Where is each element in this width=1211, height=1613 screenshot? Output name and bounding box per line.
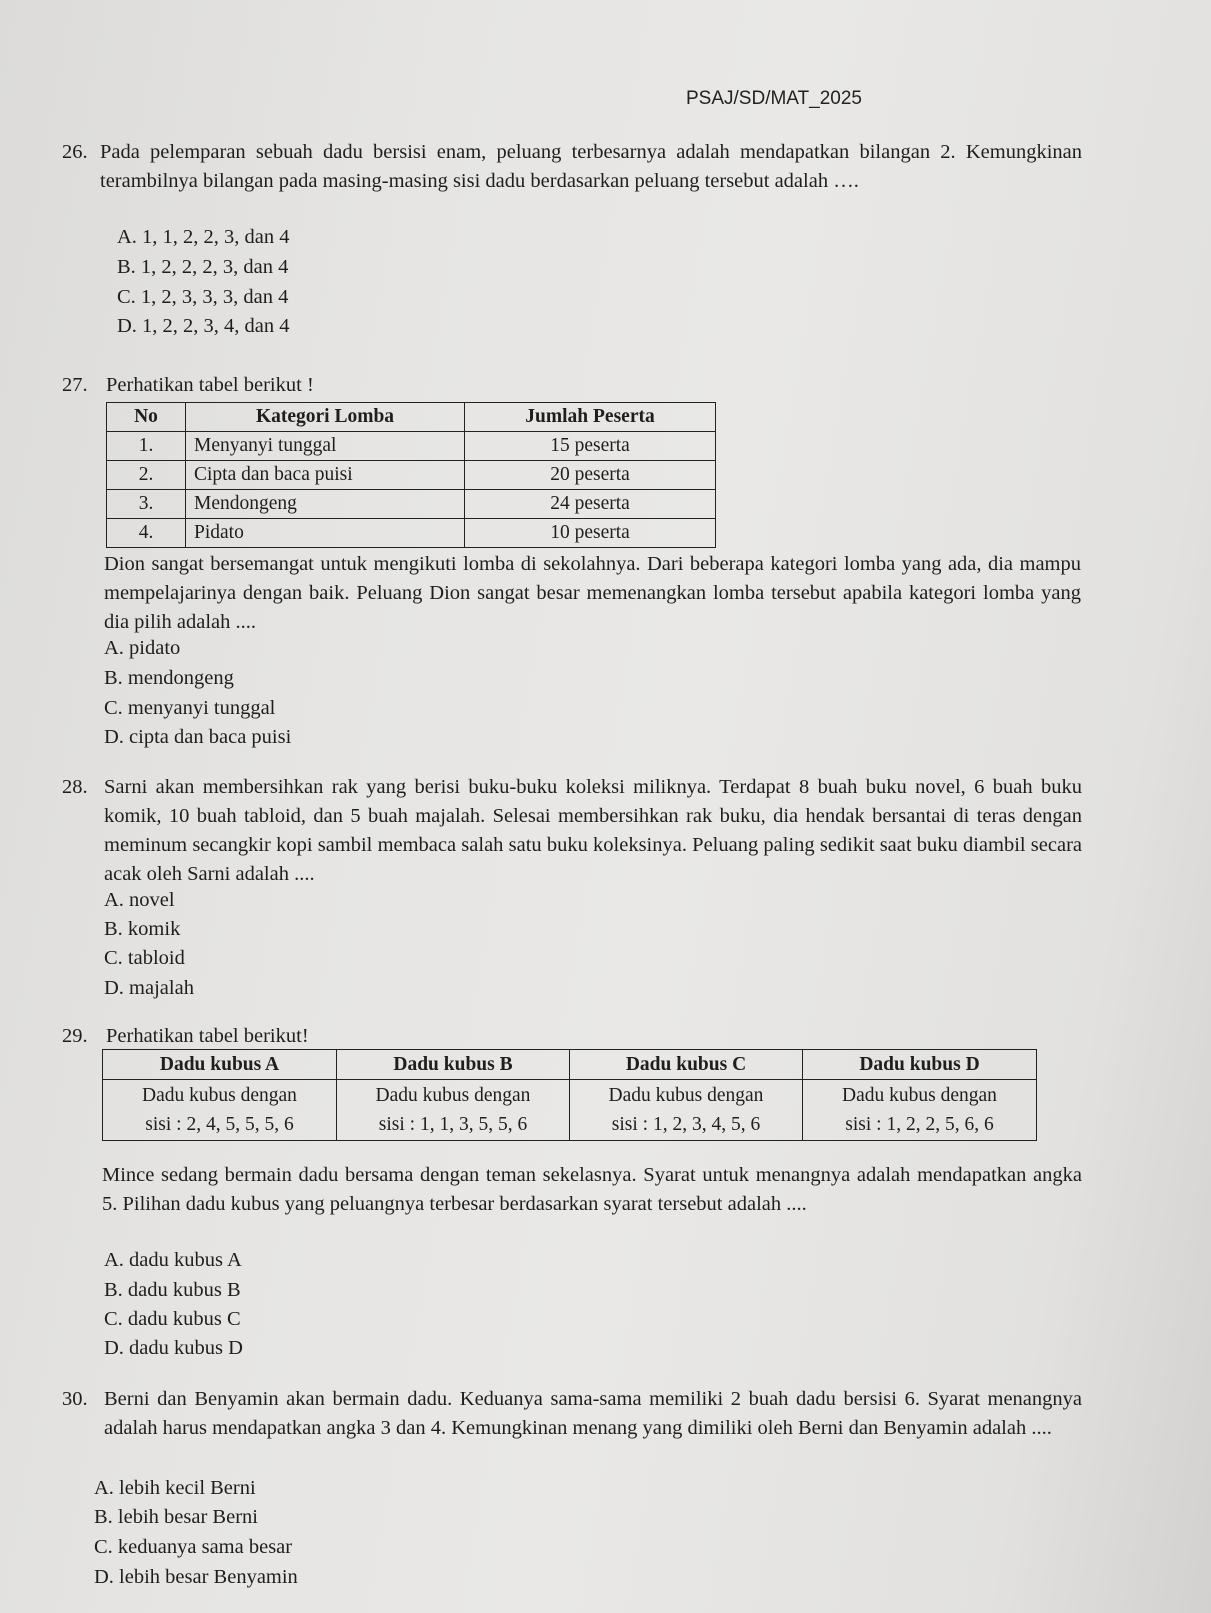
- option-d: D. dadu kubus D: [104, 1337, 243, 1359]
- table-header: Dadu kubus A: [103, 1050, 337, 1080]
- dice-table: [102, 1049, 1037, 1141]
- table-header: Jumlah Peserta: [465, 403, 716, 432]
- table-cell: [570, 1080, 803, 1141]
- question-intro: Perhatikan tabel berikut !: [106, 374, 314, 396]
- question-stem: Mince sedang bermain dadu bersama dengan teman sekelasnya. Syarat untuk menangnya adalah mendapatkan angka 5. Pilihan dadu kubus yang peluangnya terbesar berdasarkan syarat tersebut adalah ....: [102, 1164, 1082, 1215]
- option-d: D. lebih besar Benyamin: [94, 1566, 298, 1588]
- question-stem: Pada pelemparan sebuah dadu bersisi enam, peluang terbesarnya adalah mendapatkan bilangan 2. Kemungkinan terambilnya bilangan pada masing-masing sisi dadu berdasarkan peluang tersebut adalah ….: [100, 141, 1082, 192]
- table-header: Kategori Lomba: [186, 403, 465, 432]
- table-row: [107, 432, 716, 461]
- table-cell: Menyanyi tunggal: [186, 432, 465, 461]
- table-header-row: [107, 403, 716, 432]
- option-b: B. 1, 2, 2, 2, 3, dan 4: [117, 256, 289, 278]
- option-b: B. lebih besar Berni: [94, 1506, 258, 1528]
- table-cell: 10 peserta: [465, 519, 716, 548]
- table-header: No: [107, 403, 186, 432]
- option-c: C. dadu kubus C: [104, 1308, 241, 1330]
- option-a: A. novel: [104, 889, 175, 911]
- table-header: Dadu kubus B: [337, 1050, 570, 1080]
- exam-code: PSAJ/SD/MAT_2025: [686, 88, 863, 109]
- option-a: A. pidato: [104, 637, 181, 659]
- option-c: C. 1, 2, 3, 3, 3, dan 4: [117, 286, 289, 308]
- table-cell: [803, 1080, 1037, 1141]
- cell-line: Dadu kubus dengan: [842, 1085, 997, 1106]
- option-a: A. 1, 1, 2, 2, 3, dan 4: [117, 226, 290, 248]
- cell-line: sisi : 1, 2, 3, 4, 5, 6: [611, 1114, 761, 1135]
- table-cell: [103, 1080, 337, 1141]
- question-30: [62, 1385, 1082, 1473]
- question-number: 27.: [62, 374, 88, 396]
- option-b: B. dadu kubus B: [104, 1279, 241, 1301]
- option-c: C. keduanya sama besar: [94, 1536, 293, 1558]
- table-row: [103, 1080, 1037, 1141]
- question-intro: Perhatikan tabel berikut!: [106, 1025, 309, 1047]
- table-cell: 1.: [107, 432, 186, 461]
- question-stem: Berni dan Benyamin akan bermain dadu. Keduanya sama-sama memiliki 2 buah dadu bersisi 6. Syarat menangnya adalah harus mendapatkan angka 3 dan 4. Kemungkinan menang yang dimiliki oleh Berni dan Benyamin adalah ....: [104, 1388, 1082, 1439]
- cell-line: Dadu kubus dengan: [142, 1085, 297, 1106]
- question-number: 26.: [62, 141, 88, 163]
- cell-line: Dadu kubus dengan: [608, 1085, 764, 1106]
- option-c: C. tabloid: [104, 947, 185, 969]
- cell-line: sisi : 1, 2, 2, 5, 6, 6: [845, 1114, 994, 1135]
- question-number: 29.: [62, 1025, 88, 1047]
- question-28: [62, 773, 1082, 891]
- option-a: A. lebih kecil Berni: [94, 1477, 256, 1499]
- option-d: D. majalah: [104, 977, 194, 999]
- question-stem: Dion sangat bersemangat untuk mengikuti lomba di sekolahnya. Dari beberapa kategori lomba yang ada, dia mampu mempelajarinya dengan baik. Peluang Dion sangat besar memenangkan lomba tersebut apabila kategori lomba yang dia pilih adalah ....: [104, 553, 1081, 633]
- table-cell: Cipta dan baca puisi: [186, 461, 465, 490]
- question-26: [62, 138, 1082, 198]
- table-cell: Pidato: [186, 519, 465, 548]
- question-number: 28.: [62, 776, 88, 798]
- cell-line: Dadu kubus dengan: [375, 1085, 531, 1106]
- option-b: B. mendongeng: [104, 667, 234, 689]
- option-d: D. cipta dan baca puisi: [104, 726, 292, 748]
- question-stem: Sarni akan membersihkan rak yang berisi buku-buku koleksi miliknya. Terdapat 8 buah buku novel, 6 buah buku komik, 10 buah tabloid, dan 5 buah majalah. Selesai membersihkan rak buku, dia hendak bersantai di teras dengan meminum secangkir kopi sambil membaca salah satu buku koleksinya. Peluang paling sedikit saat buku diambil secara acak oleh Sarni adalah ....: [104, 776, 1082, 885]
- table-cell: 24 peserta: [465, 490, 716, 519]
- table-cell: 4.: [107, 519, 186, 548]
- cell-line: sisi : 2, 4, 5, 5, 5, 6: [145, 1114, 294, 1135]
- option-a: A. dadu kubus A: [104, 1249, 242, 1271]
- question-number: 30.: [62, 1388, 88, 1410]
- table-cell: Mendongeng: [186, 490, 465, 519]
- table-cell: 20 peserta: [465, 461, 716, 490]
- question-29-stem: [102, 1161, 1082, 1249]
- option-b: B. komik: [104, 918, 181, 940]
- table-row: [107, 519, 716, 548]
- cell-line: sisi : 1, 1, 3, 5, 5, 6: [378, 1114, 528, 1135]
- competition-table: [106, 402, 716, 548]
- question-27-stem: [104, 550, 1081, 640]
- table-cell: 15 peserta: [465, 432, 716, 461]
- table-row: [107, 490, 716, 519]
- option-c: C. menyanyi tunggal: [104, 697, 276, 719]
- table-row: [107, 461, 716, 490]
- table-header-row: [103, 1050, 1037, 1080]
- table-header: Dadu kubus C: [570, 1050, 803, 1080]
- table-cell: 2.: [107, 461, 186, 490]
- table-header: Dadu kubus D: [803, 1050, 1037, 1080]
- table-cell: 3.: [107, 490, 186, 519]
- option-d: D. 1, 2, 2, 3, 4, dan 4: [117, 315, 290, 337]
- table-cell: [337, 1080, 570, 1141]
